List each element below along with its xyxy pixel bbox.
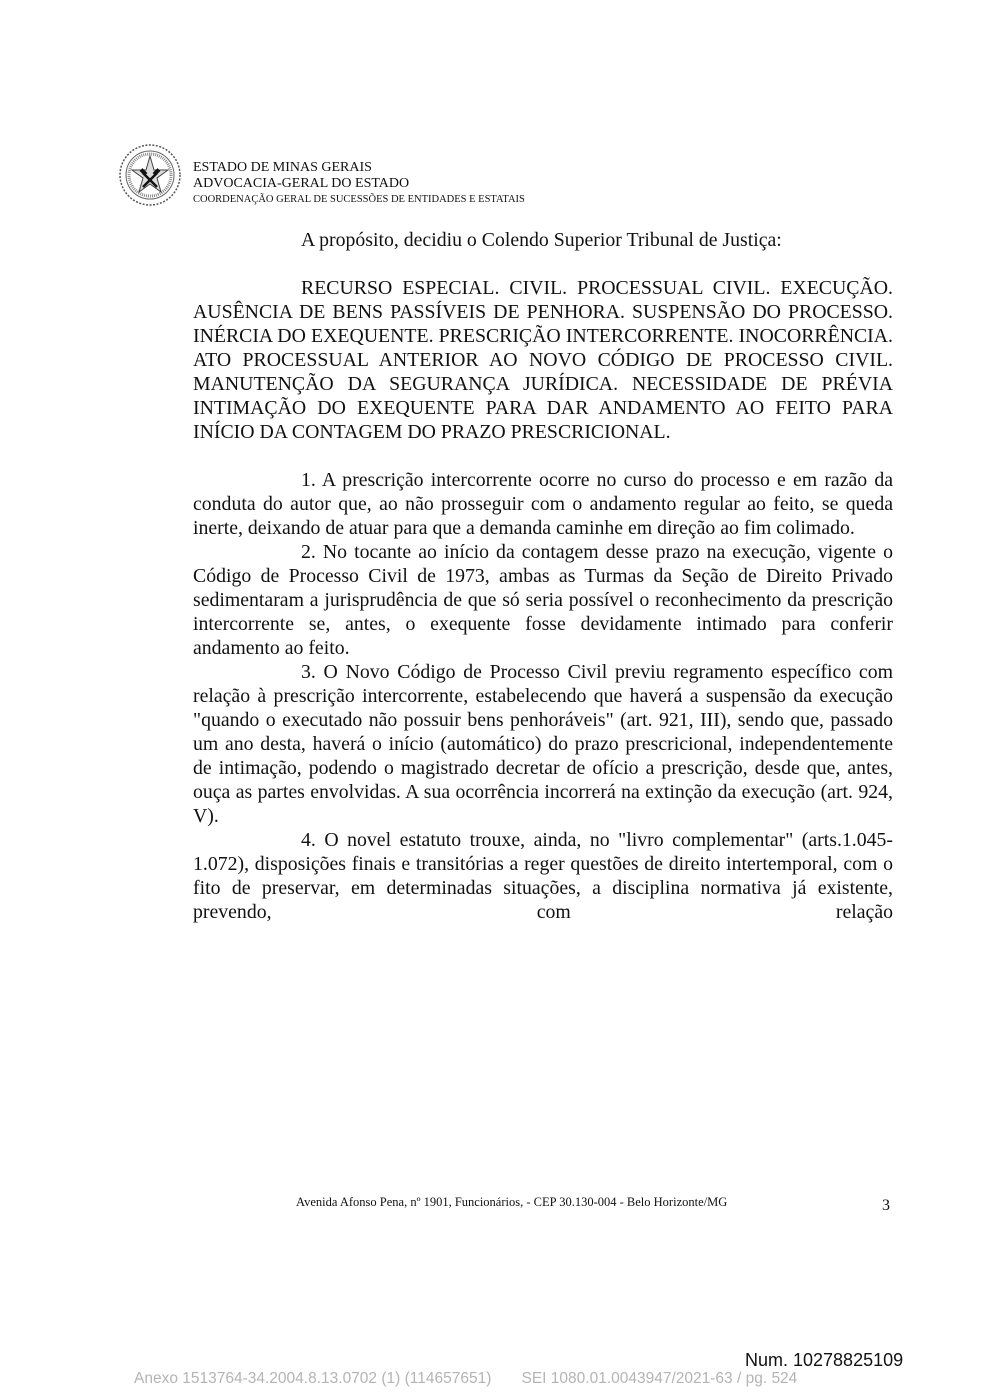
department-name: COORDENAÇÃO GERAL DE SUCESSÕES DE ENTIDADES E ESTATAIS <box>193 194 525 205</box>
ementa-heading: RECURSO ESPECIAL. CIVIL. PROCESSUAL CIVIL. EXECUÇÃO. AUSÊNCIA DE BENS PASSÍVEIS DE PENHORA. SUSPENSÃO DO PROCESSO. INÉRCIA DO EXEQUENTE. PRESCRIÇÃO INTERCORRENTE. INOCORRÊNCIA. ATO PROCESSUAL ANTERIOR AO NOVO CÓDIGO DE PROCESSO CIVIL. MANUTENÇÃO DA SEGURANÇA JURÍDICA. NECESSIDADE DE PRÉVIA INTIMAÇÃO DO EXEQUENTE PARA DAR ANDAMENTO AO FEITO PARA INÍCIO DA CONTAGEM DO PRAZO PRESCRICIONAL. <box>193 277 893 443</box>
state-coat-of-arms-icon <box>118 143 182 207</box>
document-number-stamp: Num. 10278825109 <box>745 1350 904 1370</box>
ementa-item-1: 1. A prescrição intercorrente ocorre no curso do processo e em razão da conduta do autor que, ao não prosseguir com o andamento regular ao feito, se queda inerte, deixando de atuar para que a demanda caminhe em direção ao fim colimado. <box>193 469 893 539</box>
letterhead <box>193 160 525 207</box>
footer-address: Avenida Afonso Pena, nº 1901, Funcionários, - CEP 30.130-004 - Belo Horizonte/MG <box>296 1195 728 1209</box>
ementa-item-4: 4. O novel estatuto trouxe, ainda, no "livro complementar" (arts.1.045-1.072), disposições finais e transitórias a reger questões de direito intertemporal, com o fito de preservar, em determinadas situações, a disciplina normativa já existente, prevendo, com relação <box>193 829 893 923</box>
ementa-item-2: 2. No tocante ao início da contagem desse prazo na execução, vigente o Código de Processo Civil de 1973, ambas as Turmas da Seção de Direito Privado sedimentaram a jurisprudência de que só seria possível o reconhecimento da prescrição intercorrente se, antes, o exequente fosse devidamente intimado para conferir andamento ao feito. <box>193 541 893 659</box>
ementa-item-3: 3. O Novo Código de Processo Civil previu regramento específico com relação à prescrição intercorrente, estabelecendo que haverá a suspensão da execução "quando o executado não possuir bens penhoráveis" (art. 921, III), sendo que, passado um ano desta, haverá o início (automático) do prazo prescricional, independentemente de intimação, podendo o magistrado decretar de ofício a prescrição, desde que, antes, ouça as partes envolvidas. A sua ocorrência incorrerá na extinção da execução (art. 924, V). <box>193 661 893 827</box>
page-number: 3 <box>882 1197 890 1214</box>
state-name: ESTADO DE MINAS GERAIS <box>193 160 372 175</box>
agency-name: ADVOCACIA-GERAL DO ESTADO <box>193 176 410 191</box>
document-body <box>193 228 893 924</box>
intro-paragraph: A propósito, decidiu o Colendo Superior Tribunal de Justiça: <box>301 229 782 251</box>
annex-reference: Anexo 1513764-34.2004.8.13.0702 (1) (114657651) SEI 1080.01.0043947/2021-63 / pg. 524 <box>134 1370 798 1387</box>
